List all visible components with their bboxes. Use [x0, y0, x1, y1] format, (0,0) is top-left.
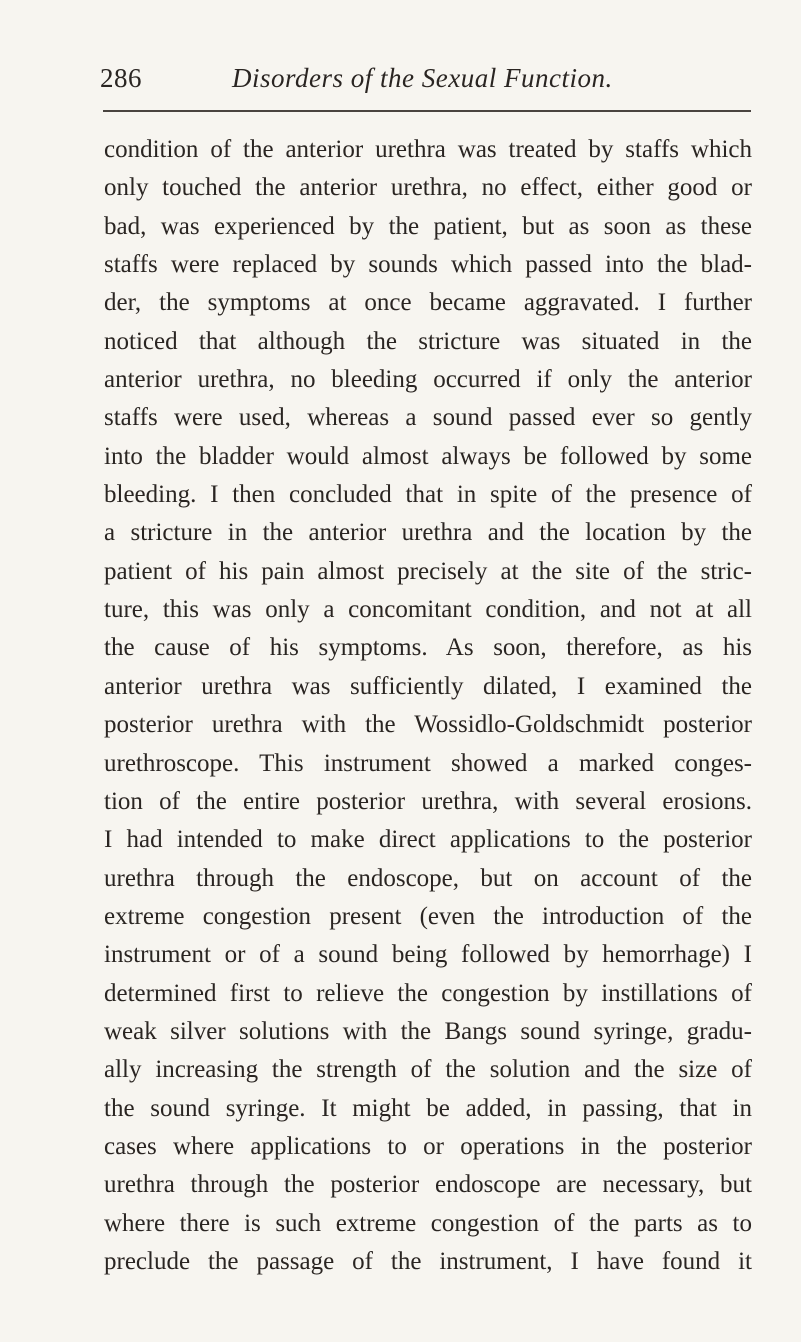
- text-line: bleeding. I then concluded that in spite of the presence of: [104, 481, 752, 509]
- text-line: the sound syringe. It might be added, in passing, that in: [104, 1094, 752, 1122]
- header-divider: [103, 110, 751, 112]
- text-line: the cause of his symptoms. As soon, therefore, as his: [104, 634, 752, 662]
- text-line: tion of the entire posterior urethra, with several erosions.: [104, 787, 752, 815]
- text-line: posterior urethra with the Wossidlo-Goldschmidt posterior: [104, 711, 752, 739]
- text-line: a stricture in the anterior urethra and the location by the: [104, 519, 752, 547]
- text-line: only touched the anterior urethra, no effect, either good or: [104, 174, 752, 202]
- text-line: cases where applications to or operations in the posterior: [104, 1132, 752, 1160]
- text-line: where there is such extreme congestion of the parts as to: [104, 1209, 752, 1237]
- running-title: Disorders of the Sexual Function.: [232, 63, 613, 93]
- text-line: staffs were replaced by sounds which passed into the blad-: [104, 251, 752, 279]
- text-line: extreme congestion present (even the introduction of the: [104, 902, 752, 930]
- text-line: urethra through the posterior endoscope are necessary, but: [104, 1171, 752, 1199]
- text-line: anterior urethra was sufficiently dilated, I examined the: [104, 672, 752, 700]
- running-head: [100, 58, 750, 98]
- text-line: preclude the passage of the instrument, I have found it: [104, 1247, 752, 1275]
- page-number: 286: [100, 63, 142, 93]
- text-line: noticed that although the stricture was situated in the: [104, 327, 752, 355]
- text-line: determined first to relieve the congestion by instillations of: [104, 979, 752, 1007]
- text-line: ture, this was only a concomitant condition, and not at all: [104, 596, 752, 624]
- text-line: bad, was experienced by the patient, but as soon as these: [104, 212, 752, 240]
- text-line: der, the symptoms at once became aggravated. I further: [104, 289, 752, 317]
- body-text: [104, 131, 752, 1281]
- text-line: urethroscope. This instrument showed a marked conges-: [104, 749, 752, 777]
- text-line: condition of the anterior urethra was treated by staffs which: [104, 136, 752, 163]
- text-line: I had intended to make direct applications to the posterior: [104, 826, 752, 854]
- text-line: ally increasing the strength of the solution and the size of: [104, 1056, 752, 1084]
- text-line: urethra through the endoscope, but on account of the: [104, 864, 752, 892]
- text-line: weak silver solutions with the Bangs sound syringe, gradu-: [104, 1017, 752, 1045]
- text-line: anterior urethra, no bleeding occurred if only the anterior: [104, 366, 752, 394]
- text-line: staffs were used, whereas a sound passed ever so gently: [104, 404, 752, 432]
- text-line: into the bladder would almost always be followed by some: [104, 442, 752, 470]
- text-line: patient of his pain almost precisely at the site of the stric-: [104, 557, 752, 585]
- text-line: instrument or of a sound being followed by hemorrhage) I: [104, 941, 752, 969]
